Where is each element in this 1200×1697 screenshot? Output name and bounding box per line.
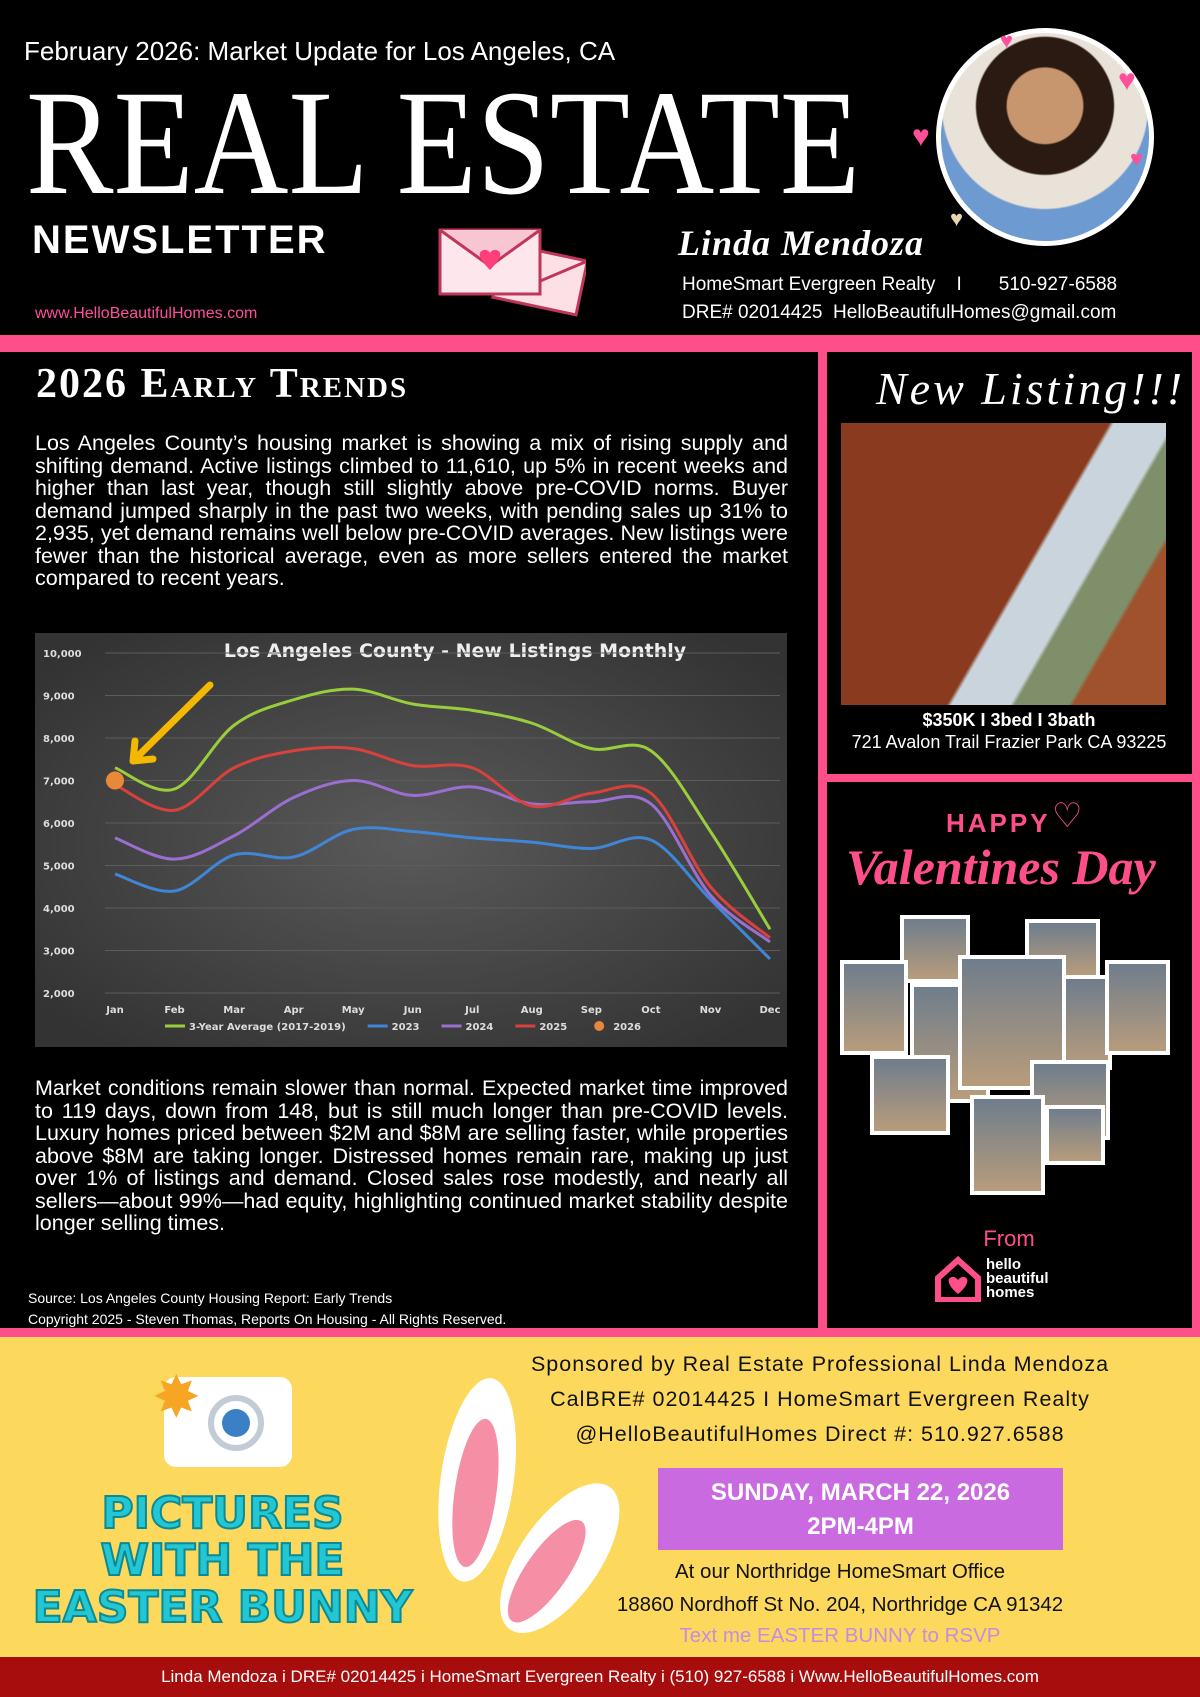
x-tick-label: Oct <box>641 1005 661 1016</box>
headline-line: PICTURES <box>101 1488 344 1539</box>
x-tick-label: Dec <box>759 1005 781 1016</box>
client-photo-collage <box>840 915 1170 1197</box>
y-tick-label: 8,000 <box>43 734 75 745</box>
footer: Linda Mendoza i DRE# 02014425 i HomeSmart Evergreen Realty i (510) 927-6588 i Www.HelloBeautifulHomes.com <box>0 1657 1200 1697</box>
flash-icon: ✸ <box>152 1365 201 1430</box>
sponsor-line: CalBRE# 02014425 I HomeSmart Evergreen Realty <box>550 1387 1090 1411</box>
house-heart-icon <box>934 1256 982 1302</box>
headline-line: WITH THE <box>100 1535 345 1586</box>
x-tick-label: Aug <box>520 1005 543 1016</box>
y-tick-label: 5,000 <box>43 861 75 873</box>
listing-photo[interactable] <box>841 423 1166 705</box>
happy-text: HAPPY <box>946 808 1051 838</box>
from-label: From <box>983 1226 1035 1251</box>
section-title: 2026 Early Trends <box>36 361 409 407</box>
x-tick-label: Feb <box>164 1005 185 1016</box>
agent-photo <box>936 28 1154 246</box>
x-tick-label: Sep <box>580 1005 602 1016</box>
y-tick-label: 7,000 <box>43 776 75 788</box>
license-email: DRE# 02014425 HelloBeautifulHomes@gmail.com <box>682 302 1117 323</box>
sponsor-line: Sponsored by Real Estate Professional Linda Mendoza <box>530 1352 1110 1376</box>
logo-text: homes <box>986 1284 1035 1301</box>
listing-price: $350K I 3bed I 3bath <box>922 710 1096 730</box>
newsletter-subtitle: NEWSLETTER <box>32 218 328 262</box>
legend-label: 2025 <box>539 1022 568 1033</box>
heart-icon: ♥ <box>1130 146 1144 171</box>
x-tick-label: Apr <box>283 1005 304 1016</box>
y-tick-label: 3,000 <box>43 946 75 958</box>
website-link[interactable]: www.HelloBeautifulHomes.com <box>35 305 258 322</box>
logo-text: beautiful <box>986 1270 1049 1287</box>
chart-title: Los Angeles County - New Listings Monthly <box>223 640 687 662</box>
date-line: February 2026: Market Update for Los Angeles, CA <box>24 36 616 66</box>
logo-text: hello <box>986 1256 1022 1273</box>
divider <box>827 774 1192 782</box>
source-note <box>28 1288 506 1330</box>
copyright-text: Copyright 2025 - Steven Thomas, Reports On Housing - All Rights Reserved. <box>28 1311 507 1327</box>
y-tick-label: 9,000 <box>43 691 75 703</box>
x-tick-label: Jul <box>465 1005 480 1016</box>
x-tick-label: Jan <box>106 1005 124 1016</box>
series-line-3-Year Average (2017-2019) <box>115 689 770 929</box>
valentines-title: Valentines Day <box>846 839 1156 895</box>
y-tick-label: 2,000 <box>43 989 75 1000</box>
event-address: 18860 Nordhoff St No. 204, Northridge CA 91342 <box>616 1593 1064 1616</box>
x-tick-label: Nov <box>699 1005 722 1016</box>
arrow-annotation <box>133 685 210 761</box>
legend-label: 2026 <box>613 1022 642 1033</box>
y-tick-label: 6,000 <box>43 819 75 830</box>
legend-label: 2023 <box>391 1022 420 1033</box>
event-location: At our Northridge HomeSmart Office <box>674 1560 1006 1583</box>
brokerage-phone: HomeSmart Evergreen Realty I 510-927-6588 <box>682 274 1118 295</box>
market-paragraph: Los Angeles County’s housing market is showing a mix of rising supply and shifting demand. Active listings climbed to 11,610, up 5% in recent weeks and higher than last year, though still slightly above pre-COVID norms. Buyer demand jumped sharply in the past two weeks, with pending sales up 31% to 2,935, yet demand remains well below pre-COVID averages. New listings were fewer than the historical average, even as more sellers entered the market compared to recent years. <box>35 431 788 590</box>
event-headline <box>20 1490 425 1631</box>
agent-name: Linda Mendoza <box>678 223 925 263</box>
headline-line: EASTER BUNNY <box>32 1582 413 1633</box>
x-tick-label: Mar <box>223 1005 245 1016</box>
event-date: SUNDAY, MARCH 22, 2026 <box>710 1479 1011 1506</box>
legend-marker <box>594 1021 604 1031</box>
new-listings-chart <box>35 633 787 1047</box>
new-listing-heading: New Listing!!! <box>876 363 1186 414</box>
heart-icon: ♥ <box>1118 64 1136 97</box>
divider <box>818 352 827 1337</box>
heart-icon: ♥ <box>1000 28 1014 53</box>
rsvp-text: Text me EASTER BUNNY to RSVP <box>679 1624 1001 1647</box>
x-tick-label: Jun <box>403 1005 422 1016</box>
data-point-2026 <box>106 772 124 790</box>
camera-icon <box>152 1365 292 1467</box>
envelope-heart-icon <box>436 222 586 322</box>
divider <box>0 335 1200 352</box>
market-paragraph: Market conditions remain slower than normal. Expected market time improved to 119 days, down from 148, but is still much longer than pre-COVID levels. Luxury homes priced between $2M and $8M are selling faster, while properties above $8M are taking longer. Distressed homes remain rare, making up just over 1% of listings and demand. Closed sales rose modestly, and nearly all sellers—about 99%—had equity, highlighting continued market stability despite longer selling times. <box>35 1076 788 1235</box>
heart-icon: ♥ <box>912 120 930 153</box>
source-text: Source: Los Angeles County Housing Report: Early Trends <box>28 1290 393 1306</box>
legend-label: 3-Year Average (2017-2019) <box>189 1022 346 1033</box>
heart-icon: ♥ <box>950 206 964 231</box>
listing-address: 721 Avalon Trail Frazier Park CA 93225 <box>851 732 1167 752</box>
bunny-ears-icon <box>425 1370 625 1655</box>
x-tick-label: May <box>341 1005 365 1016</box>
divider <box>1192 352 1200 1337</box>
double-heart-icon: ♡ <box>1052 797 1083 835</box>
y-tick-label: 4,000 <box>43 904 75 915</box>
newsletter-title: REAL ESTATE <box>26 60 861 226</box>
legend-label: 2024 <box>465 1022 494 1033</box>
sponsor-line: @HelloBeautifulHomes Direct #: 510.927.6588 <box>575 1422 1065 1446</box>
event-time: 2PM-4PM <box>807 1513 914 1540</box>
series-line-2025 <box>115 747 770 937</box>
y-tick-label: 10,000 <box>43 649 82 660</box>
event-date-box <box>658 1468 1063 1550</box>
series-line-2024 <box>115 780 770 942</box>
hello-beautiful-homes-logo <box>934 1256 1049 1302</box>
